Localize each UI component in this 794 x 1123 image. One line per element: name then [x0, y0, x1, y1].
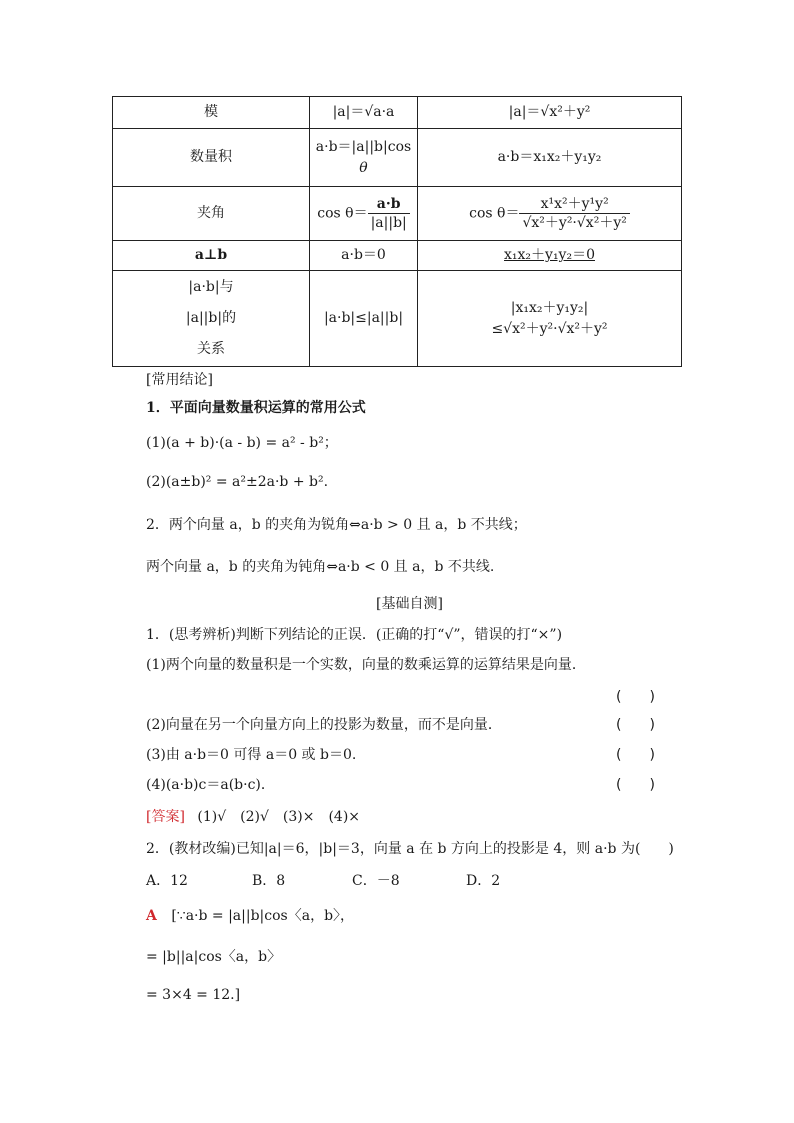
conclusion-2: 2．两个向量 a，b 的夹角为锐角⇔a·b > 0 且 a，b 不共线；: [146, 517, 527, 533]
section-header-selftest: [基础自测]: [376, 596, 443, 612]
row-name: 模: [113, 97, 310, 129]
fraction-denominator: |a||b|: [370, 215, 407, 231]
formula-prefix: cos θ＝: [469, 205, 520, 222]
row-name: a⊥b: [113, 241, 310, 271]
formula-1: (1)(a + b)·(a - b) = a² - b²；: [146, 435, 338, 451]
coord-form: a·b＝x₁x₂＋y₁y₂: [418, 129, 682, 187]
table-row: [113, 241, 682, 271]
answer-blank: ( ): [616, 747, 655, 763]
answer-blank: ( ): [616, 689, 655, 705]
answer-label: [答案]: [146, 809, 185, 825]
solution-letter: A: [146, 908, 157, 924]
vector-properties-table: [112, 96, 682, 367]
option-a: A．12: [146, 873, 188, 889]
vector-form: [310, 129, 418, 187]
vector-form-line: a·b＝|a||b|cos: [315, 138, 412, 155]
coord-form-line: ≤√x²＋y²·√x²＋y²: [491, 320, 608, 337]
conclusion-1-title: 1．平面向量数量积运算的常用公式: [146, 400, 366, 416]
coord-form: [418, 271, 682, 367]
answer-text: (1)√ (2)√ (3)× (4)×: [197, 809, 361, 825]
question-2: 2．(教材改编)已知|a|＝6，|b|＝3，向量 a 在 b 方向上的投影是 4，则 a·b 为( ): [146, 841, 674, 857]
formula-prefix: cos θ＝: [317, 205, 368, 222]
coord-form: x₁x₂＋y₁y₂＝0: [418, 241, 682, 271]
fraction: [519, 195, 629, 232]
option-b: B．8: [252, 873, 286, 889]
question-1-item-4: (4)(a·b)c＝a(b·c)．: [146, 777, 275, 793]
solution-line-3: = 3×4 = 12.]: [146, 987, 241, 1003]
fraction-numerator: a·b: [368, 195, 410, 214]
row-name: [113, 271, 310, 367]
row-name-line: |a||b|的: [185, 310, 237, 326]
vector-form: |a·b|≤|a||b|: [310, 271, 418, 367]
table-row: [113, 97, 682, 129]
vector-form-line: θ: [359, 159, 368, 176]
vector-form: [310, 187, 418, 241]
question-1-item-2: (2)向量在另一个向量方向上的投影为数量，而不是向量．: [146, 717, 502, 733]
solution-line-1: [146, 905, 354, 925]
row-name-line: 关系: [197, 341, 225, 357]
table-row: [113, 271, 682, 367]
fraction: [368, 195, 410, 232]
coord-form: |a|＝√x²＋y²: [418, 97, 682, 129]
table-row: [113, 129, 682, 187]
section-header-conclusions: [常用结论]: [146, 372, 213, 388]
option-d: D．2: [466, 873, 501, 889]
table-row: [113, 187, 682, 241]
conclusion-2b: 两个向量 a，b 的夹角为钝角⇔a·b < 0 且 a，b 不共线.: [146, 559, 495, 575]
row-name: 夹角: [113, 187, 310, 241]
fraction-denominator: √x²＋y²·√x²＋y²: [522, 215, 627, 231]
option-c: C．－8: [352, 873, 400, 889]
coord-form: [418, 187, 682, 241]
question-1: 1．(思考辨析)判断下列结论的正误．(正确的打“√”，错误的打“×”): [146, 627, 563, 643]
solution-line-2: = |b||a|cos〈a，b〉: [146, 949, 282, 965]
fraction-numerator: x¹x²＋y¹y²: [519, 195, 629, 214]
solution-text: [∵a·b = |a||b|cos〈a，b〉，: [171, 908, 355, 924]
question-1-item-1: (1)两个向量的数量积是一个实数，向量的数乘运算的运算结果是向量．: [146, 657, 586, 673]
vector-form: a·b＝0: [310, 241, 418, 271]
row-name-line: |a·b|与: [188, 279, 234, 295]
row-name: 数量积: [113, 129, 310, 187]
coord-form-line: |x₁x₂＋y₁y₂|: [510, 299, 589, 316]
formula-2: (2)(a±b)² = a²±2a·b + b².: [146, 474, 329, 490]
answer-line: [146, 806, 360, 826]
question-1-item-3: (3)由 a·b＝0 可得 a＝0 或 b＝0.: [146, 747, 357, 763]
answer-blank: ( ): [616, 777, 655, 793]
vector-form: |a|＝√a·a: [310, 97, 418, 129]
answer-blank: ( ): [616, 717, 655, 733]
